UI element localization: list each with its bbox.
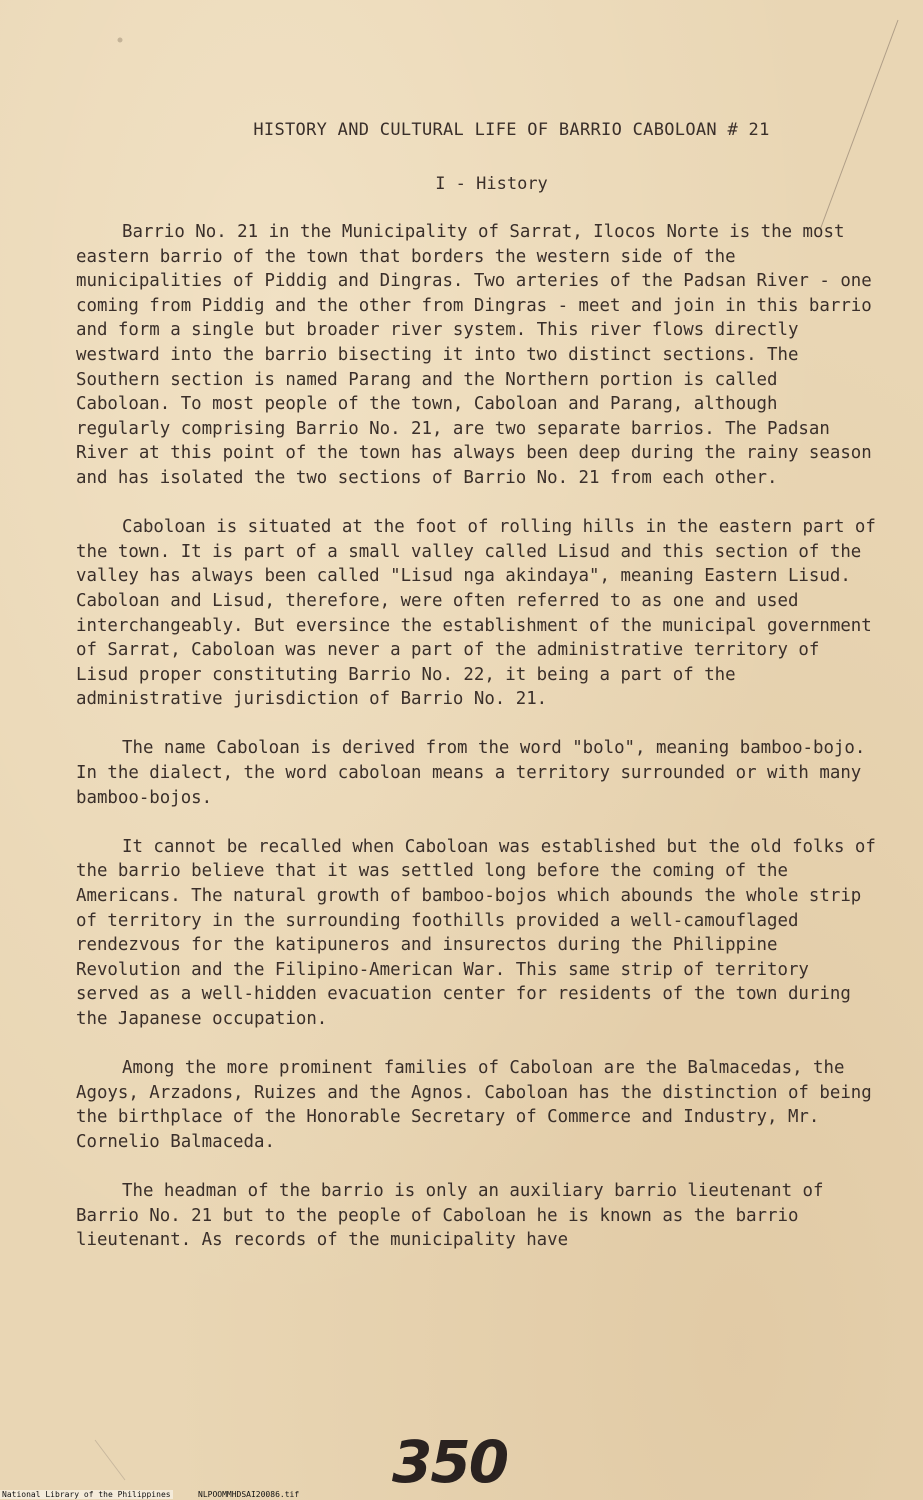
paragraph: It cannot be recalled when Caboloan was established but the old folks of the barrio believe that it was settled long before the coming of the Americans. The natural growth of bamboo-bojos which abounds the whole strip of territory in the surrounding foothills provided a well-camouflaged rendezvous for the katipuneros and insurectos during the Philippine Revolution and the Filipino-American War. This same strip of territory served as a well-hidden evacuation center for residents of the town during the Japanese occupation. [76, 836, 876, 1029]
page-number: 350 [392, 1428, 508, 1496]
body-text [76, 220, 876, 1278]
paragraph: Among the more prominent families of Caboloan are the Balmacedas, the Agoys, Arzadons, Ruizes and the Agnos. Caboloan has the distinction of being the birthplace of the Honorable Secretary of Commerce and Industry, Mr. Cornelio Balmaceda. [76, 1058, 872, 1152]
paragraph: The headman of the barrio is only an auxiliary barrio lieutenant of Barrio No. 21 but to the people of Caboloan he is known as the barrio lieutenant. As records of the municipality have [76, 1181, 824, 1251]
footer-file: NLPOOMMHDSAI20086.tif [198, 1490, 300, 1499]
section-heading: I - History [435, 174, 548, 194]
document-title: HISTORY AND CULTURAL LIFE OF BARRIO CABOLOAN # 21 [253, 120, 770, 140]
paragraph: Caboloan is situated at the foot of rolling hills in the eastern part of the town. It is part of a small valley called Lisud and this section of the valley has always been called "Lisud nga akindaya", meaning Eastern Lisud. Caboloan and Lisud, therefore, were often referred to as one and used interchangeably. But eversince the establishment of the municipal government of Sarrat, Caboloan was never a part of the administrative territory of Lisud proper constituting Barrio No. 22, it being a part of the administrative jurisdiction of Barrio No. 21. [76, 517, 876, 710]
paragraph: The name Caboloan is derived from the word "bolo", meaning bamboo-bojo. In the dialect, the word caboloan means a territory surrounded or with many bamboo-bojos. [76, 738, 866, 808]
footer-source: National Library of the Philippines [2, 1490, 171, 1499]
paragraph: Barrio No. 21 in the Municipality of Sarrat, Ilocos Norte is the most eastern barrio of the town that borders the western side of the municipalities of Piddig and Dingras. Two arteries of the Padsan River - one coming from Piddig and the other from Dingras - meet and join in this barrio and form a single but broader river system. This river flows directly westward into the barrio bisecting it into two distinct sections. The Southern section is named Parang and the Northern portion is called Caboloan. To most people of the town, Caboloan and Parang, although regularly comprising Barrio No. 21, are two separate barrios. The Padsan River at this point of the town has always been deep during the rainy season and has isolated the two sections of Barrio No. 21 from each other. [76, 222, 872, 488]
